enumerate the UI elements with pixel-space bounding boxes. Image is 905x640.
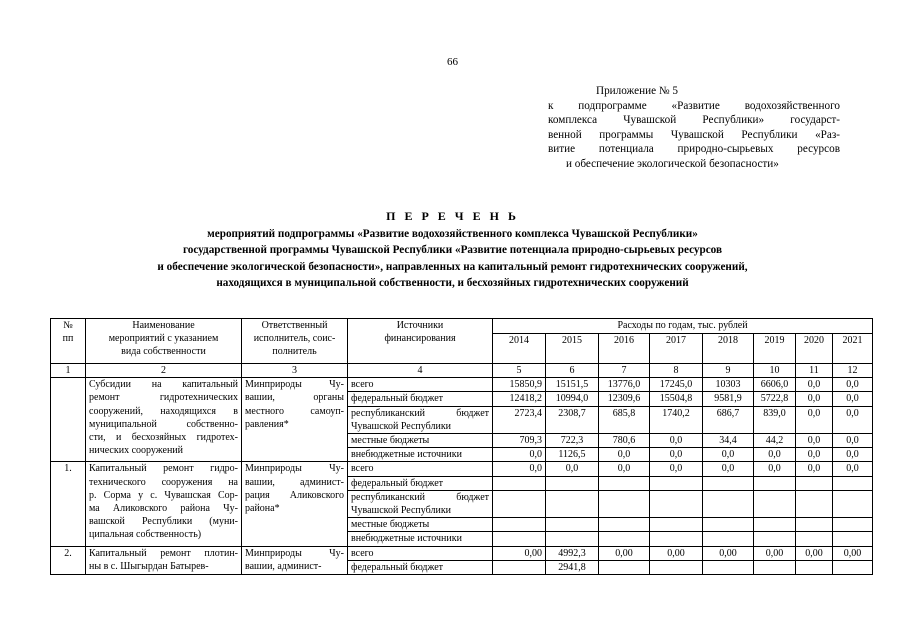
header-row	[51, 319, 873, 334]
expense-value: 15504,8	[650, 392, 703, 406]
header-year: 2017	[650, 334, 703, 364]
header-year: 2021	[833, 334, 873, 364]
executor-line: вашии, админист-	[245, 560, 322, 572]
measure-name-line: ны в с. Шыгырдан Батырев-	[89, 560, 209, 572]
funding-source	[348, 392, 493, 406]
expense-value: 0,0	[796, 434, 833, 448]
expense-value: 0,0	[833, 392, 873, 406]
expense-value: 0,0	[796, 378, 833, 392]
expense-value	[703, 490, 754, 517]
column-number: 10	[754, 364, 796, 378]
subheading-line: и обеспечение экологической безопасности», направленных на капитальный ремонт гидротехнических сооружений,	[157, 260, 748, 273]
expense-value: 0,00	[833, 546, 873, 560]
funding-source-line: Чувашской Республики	[351, 505, 452, 517]
expense-value	[650, 532, 703, 546]
expense-value	[796, 532, 833, 546]
funding-source	[348, 518, 493, 532]
expense-value: 0,00	[650, 546, 703, 560]
expense-value	[796, 476, 833, 490]
expense-value: 10994,0	[546, 392, 599, 406]
expense-value: 0,0	[650, 462, 703, 476]
expense-value	[493, 476, 546, 490]
expense-value: 12309,6	[599, 392, 650, 406]
column-number-row	[51, 364, 873, 378]
expense-value	[599, 490, 650, 517]
header-text: полнитель	[272, 346, 317, 358]
appendix-line: к подпрограмме «Развитие водохозяйственного	[548, 99, 840, 112]
expense-value: 34,4	[703, 434, 754, 448]
executor-line: местного самоуп-	[245, 405, 344, 417]
subheading-line: мероприятий подпрограммы «Развитие водохозяйственного комплекса Чувашской Республики»	[207, 228, 698, 240]
header-executor	[242, 319, 348, 364]
expense-value: 12418,2	[493, 392, 546, 406]
measure-name-line: Капитальный ремонт плотин-	[89, 547, 238, 559]
expense-value	[754, 560, 796, 574]
expense-value	[754, 518, 796, 532]
expense-value	[599, 476, 650, 490]
measure-name-line: муниципальной собственно-	[89, 418, 238, 430]
expense-value	[703, 518, 754, 532]
funding-source-line: Чувашской Республики	[351, 420, 452, 432]
measure-name-line: Субсидии на капитальный	[89, 379, 238, 391]
expense-value	[546, 476, 599, 490]
funding-source-line: внебюджетные источники	[351, 533, 462, 545]
expense-value	[796, 560, 833, 574]
header-text: финансирования	[384, 333, 456, 345]
funding-source-line: республиканский бюджет	[351, 491, 489, 503]
appendix-line: венной программы Чувашской Республики «Раз-	[548, 128, 840, 141]
funding-source-line: всего	[351, 379, 374, 391]
expense-value	[493, 560, 546, 574]
measure-row-1	[51, 462, 873, 476]
expense-value: 4992,3	[546, 546, 599, 560]
expense-value	[650, 560, 703, 574]
expense-value: 0,0	[546, 462, 599, 476]
header-year: 2018	[703, 334, 754, 364]
expense-value	[796, 518, 833, 532]
appendix-line: витие потенциала природно-сырьевых ресурсов	[548, 143, 840, 156]
column-number: 6	[546, 364, 599, 378]
measure-name-line: ципальная собственность)	[89, 529, 202, 541]
column-number: 4	[348, 364, 493, 378]
expense-value: 0,0	[703, 448, 754, 462]
document-subheading	[60, 226, 845, 292]
expense-value	[650, 490, 703, 517]
expense-value: 839,0	[754, 406, 796, 433]
expense-value: 0,0	[796, 406, 833, 433]
expense-value	[833, 518, 873, 532]
expense-value	[833, 560, 873, 574]
executor-line: вашии, органы	[245, 392, 344, 404]
header-text: пп	[62, 333, 74, 345]
expense-value: 0,0	[833, 406, 873, 433]
expense-value: 2308,7	[546, 406, 599, 433]
expense-value: 0,0	[833, 448, 873, 462]
expense-value: 0,00	[754, 546, 796, 560]
header-year: 2014	[493, 334, 546, 364]
header-num	[51, 319, 86, 364]
expense-value	[493, 532, 546, 546]
document-heading: П Е Р Е Ч Е Н Ь	[386, 209, 519, 223]
executor-line: вашии, админист-	[245, 476, 344, 488]
expense-value: 0,0	[650, 448, 703, 462]
expense-value: 0,0	[703, 462, 754, 476]
expense-value	[546, 532, 599, 546]
expense-value: 9581,9	[703, 392, 754, 406]
expense-value: 10303	[703, 378, 754, 392]
column-number: 2	[86, 364, 242, 378]
expense-value	[546, 490, 599, 517]
funding-source-line: местные бюджеты	[351, 519, 430, 531]
subheading-line: находящихся в муниципальной собственности, и бесхозяйных гидротехнических сооружений	[216, 277, 689, 290]
header-year: 2016	[599, 334, 650, 364]
expense-value: 0,0	[599, 462, 650, 476]
expense-value: 6606,0	[754, 378, 796, 392]
funding-source-line: внебюджетные источники	[351, 449, 462, 461]
funding-source	[348, 406, 493, 433]
expense-value	[754, 490, 796, 517]
funding-source-line: всего	[351, 463, 374, 475]
expense-value: 0,0	[833, 434, 873, 448]
expense-value: 15151,5	[546, 378, 599, 392]
funding-source-line: всего	[351, 547, 374, 559]
summary-group	[51, 378, 873, 392]
expense-value: 0,0	[796, 448, 833, 462]
measure-name	[86, 378, 242, 462]
measure-name-line: ремонт гидротехнических	[89, 392, 238, 404]
column-number: 11	[796, 364, 833, 378]
expense-value: 709,3	[493, 434, 546, 448]
header-text: мероприятий с указанием	[108, 333, 219, 345]
expense-value: 0,0	[493, 448, 546, 462]
expense-value: 780,6	[599, 434, 650, 448]
expense-value: 722,3	[546, 434, 599, 448]
expense-value	[754, 476, 796, 490]
executor-line: Минприроды Чу-	[245, 463, 344, 475]
column-number: 12	[833, 364, 873, 378]
header-text: №	[63, 320, 73, 331]
column-number: 5	[493, 364, 546, 378]
column-number: 9	[703, 364, 754, 378]
expense-value: 0,00	[796, 546, 833, 560]
expense-value	[796, 490, 833, 517]
appendix-note	[548, 84, 840, 172]
measure-name-line: сти, и бесхозяйных гидротех-	[89, 432, 238, 444]
header-expenses: Расходы по годам, тыс. рублей	[493, 319, 873, 334]
expense-value	[599, 518, 650, 532]
funding-source-line: местные бюджеты	[351, 435, 430, 447]
executor	[242, 378, 348, 462]
header-year: 2015	[546, 334, 599, 364]
funding-source	[348, 560, 493, 574]
funding-source-line: федеральный бюджет	[351, 561, 444, 573]
expense-value: 0,0	[493, 462, 546, 476]
expense-value	[546, 518, 599, 532]
expense-value	[703, 560, 754, 574]
page-number: 66	[447, 56, 458, 68]
funding-source	[348, 476, 493, 490]
expense-value: 0,0	[599, 448, 650, 462]
expense-value: 0,0	[754, 448, 796, 462]
funding-source	[348, 532, 493, 546]
header-text: исполнитель, соис-	[253, 333, 336, 345]
expense-value: 1740,2	[650, 406, 703, 433]
measure-name	[86, 462, 242, 546]
expense-value: 0,00	[493, 546, 546, 560]
column-number: 7	[599, 364, 650, 378]
expense-value: 13776,0	[599, 378, 650, 392]
expense-value	[599, 532, 650, 546]
expense-value	[754, 532, 796, 546]
expense-value: 2723,4	[493, 406, 546, 433]
executor	[242, 546, 348, 574]
expense-value: 686,7	[703, 406, 754, 433]
measure-name-line: технического сооружения на	[89, 476, 238, 488]
row-number: 2.	[51, 546, 86, 574]
funding-source-line: республиканский бюджет	[351, 407, 489, 419]
funding-source-line: федеральный бюджет	[351, 477, 444, 489]
funding-source	[348, 462, 493, 476]
column-number: 8	[650, 364, 703, 378]
appendix-line: и обеспечение экологической безопасности»	[566, 157, 779, 170]
measure-name	[86, 546, 242, 574]
expense-value: 0,0	[796, 392, 833, 406]
header-text: Источники	[396, 320, 444, 331]
expense-value	[833, 490, 873, 517]
expense-value	[833, 532, 873, 546]
expense-value	[493, 518, 546, 532]
expense-value: 0,00	[703, 546, 754, 560]
expense-value: 0,00	[599, 546, 650, 560]
column-number: 3	[242, 364, 348, 378]
header-source	[348, 319, 493, 364]
measure-name-line: нических сооружений	[89, 445, 184, 457]
expense-value: 0,0	[754, 462, 796, 476]
header-name	[86, 319, 242, 364]
expense-value: 685,8	[599, 406, 650, 433]
row-number: 1.	[51, 462, 86, 546]
header-text: Ответственный	[261, 320, 328, 331]
expense-value: 2941,8	[546, 560, 599, 574]
funding-source	[348, 434, 493, 448]
funding-source	[348, 490, 493, 517]
executor-line: равления*	[245, 418, 289, 430]
executor-line: Минприроды Чу-	[245, 379, 344, 391]
executor-line: Минприроды Чу-	[245, 547, 344, 559]
header-text: Наименование	[132, 320, 195, 331]
expenses-table	[50, 318, 873, 575]
appendix-line: комплекса Чувашской Республики» государст-	[548, 114, 840, 127]
header-year: 2020	[796, 334, 833, 364]
funding-source	[348, 378, 493, 392]
executor	[242, 462, 348, 546]
expense-value: 17245,0	[650, 378, 703, 392]
expense-value: 0,0	[796, 462, 833, 476]
executor-line: района*	[245, 503, 280, 515]
expense-value	[599, 560, 650, 574]
expense-value: 0,0	[833, 462, 873, 476]
expense-value: 0,0	[833, 378, 873, 392]
measure-name-line: ма Аликовского района Чу-	[89, 503, 238, 515]
expense-value	[650, 518, 703, 532]
subheading-line: государственной программы Чувашской Республики «Развитие потенциала природно-сырьевых ресурсов	[182, 244, 723, 257]
expense-value	[703, 476, 754, 490]
measure-name-line: Капитальный ремонт гидро-	[89, 463, 238, 475]
expense-value: 44,2	[754, 434, 796, 448]
row-number	[51, 378, 86, 462]
measure-row-2	[51, 546, 873, 560]
executor-line: рация Аликовского	[245, 489, 344, 501]
header-year: 2019	[754, 334, 796, 364]
expense-value: 1126,5	[546, 448, 599, 462]
expense-value	[703, 532, 754, 546]
header-text: вида собственности	[121, 346, 206, 358]
measure-name-line: вашской Республики (муни-	[89, 516, 238, 528]
measure-name-line: сооружений, находящихся в	[89, 405, 238, 417]
expense-value	[650, 476, 703, 490]
appendix-title: Приложение № 5	[596, 85, 678, 97]
funding-source	[348, 546, 493, 560]
expense-value	[833, 476, 873, 490]
expense-value: 5722,8	[754, 392, 796, 406]
column-number: 1	[51, 364, 86, 378]
funding-source-line: федеральный бюджет	[351, 393, 444, 405]
funding-source	[348, 448, 493, 462]
measure-name-line: р. Сорма у с. Чувашская Сор-	[89, 489, 238, 501]
expense-value: 15850,9	[493, 378, 546, 392]
expense-value	[493, 490, 546, 517]
expense-value: 0,0	[650, 434, 703, 448]
